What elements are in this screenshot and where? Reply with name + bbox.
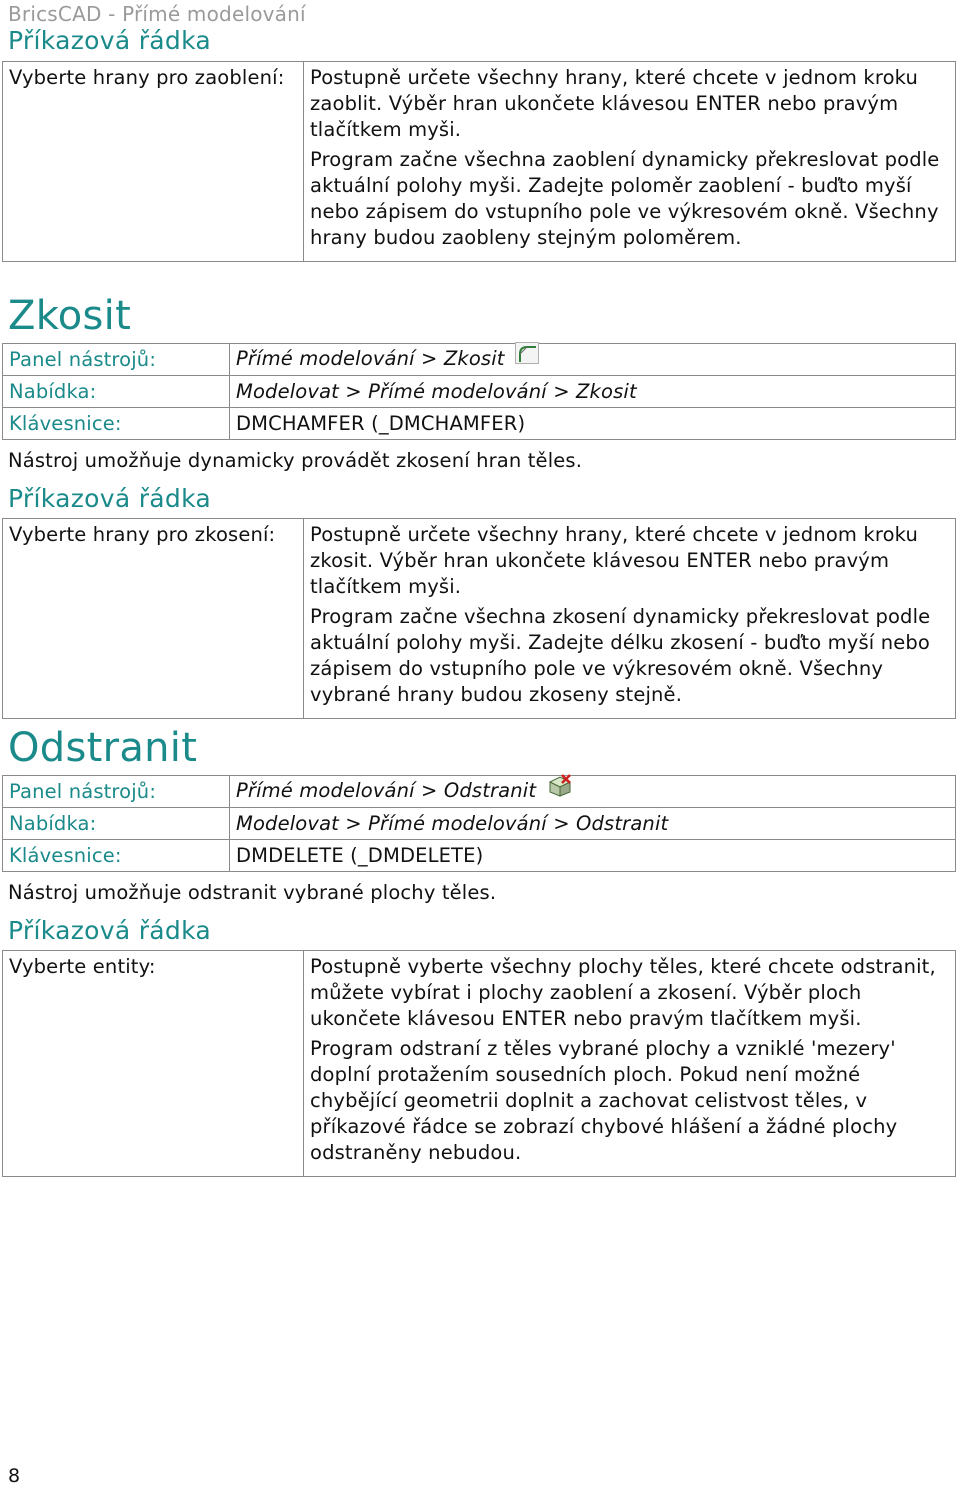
chamfer-description (304, 519, 956, 719)
chamfer-desc-1: Postupně určete všechny hrany, které chcete v jednom kroku zkosit. Výběr hran ukončete klávesou ENTER nebo pravým tlačítkem myši. (310, 523, 919, 598)
chamfer-cmdline-table (2, 518, 956, 719)
chamfer-cmdline-heading: Příkazová řádka (8, 484, 212, 513)
fillet-prompt: Vyberte hrany pro zaoblení: (3, 62, 304, 262)
delete-face-icon (547, 773, 573, 804)
chamfer-keyboard-command: DMCHAMFER (_DMCHAMFER) (230, 408, 956, 440)
fillet-desc-2: Program začne všechna zaoblení dynamicky překreslovat podle aktuální polohy myši. Zadejte poloměr zaoblení - buďto myší nebo zápisem do vstupního pole ve výkresovém okně. Všechny hrany budou zaobleny stejným poloměrem. (310, 148, 940, 249)
chamfer-menu-path: Modelovat > Přímé modelování > Zkosit (230, 376, 956, 408)
running-head: BricsCAD - Přímé modelování (8, 2, 306, 26)
delete-keyboard-label: Klávesnice: (3, 840, 230, 872)
chamfer-intro: Nástroj umožňuje dynamicky provádět zkosení hran těles. (8, 449, 583, 472)
table-row (3, 951, 956, 1177)
chamfer-section-title: Zkosit (8, 293, 132, 339)
fillet-cmdline-table (2, 61, 956, 262)
chamfer-keyboard-label: Klávesnice: (3, 408, 230, 440)
delete-toolbar-label: Panel nástrojů: (3, 776, 230, 808)
delete-toolbar-cell (230, 776, 956, 808)
delete-section-title: Odstranit (8, 725, 198, 771)
delete-info-table (2, 775, 956, 872)
chamfer-toolbar-path: Přímé modelování > Zkosit (236, 347, 505, 370)
chamfer-toolbar-label: Panel nástrojů: (3, 344, 230, 376)
chamfer-info-table (2, 343, 956, 440)
table-row (3, 344, 956, 376)
delete-keyboard-command: DMDELETE (_DMDELETE) (230, 840, 956, 872)
chamfer-menu-label: Nabídka: (3, 376, 230, 408)
delete-prompt: Vyberte entity: (3, 951, 304, 1177)
table-row (3, 62, 956, 262)
table-row (3, 519, 956, 719)
fillet-description (304, 62, 956, 262)
delete-cmdline-heading: Příkazová řádka (8, 916, 212, 945)
delete-menu-path: Modelovat > Přímé modelování > Odstranit (230, 808, 956, 840)
delete-menu-label: Nabídka: (3, 808, 230, 840)
table-row (3, 840, 956, 872)
chamfer-desc-2: Program začne všechna zkosení dynamicky překreslovat podle aktuální polohy myši. Zadejte délku zkosení - buďto myší nebo zápisem do vstupního pole ve výkresovém okně. Všechny vybrané hrany budou zkoseny stejně. (310, 605, 931, 706)
table-row (3, 376, 956, 408)
page-number: 8 (8, 1465, 21, 1487)
chamfer-icon (515, 342, 539, 371)
delete-cmdline-table (2, 950, 956, 1177)
chamfer-prompt: Vyberte hrany pro zkosení: (3, 519, 304, 719)
table-row (3, 408, 956, 440)
delete-toolbar-path: Přímé modelování > Odstranit (236, 779, 537, 802)
table-row (3, 776, 956, 808)
chamfer-toolbar-cell (230, 344, 956, 376)
delete-intro: Nástroj umožňuje odstranit vybrané plochy těles. (8, 881, 497, 904)
fillet-desc-1: Postupně určete všechny hrany, které chcete v jednom kroku zaoblit. Výběr hran ukončete klávesou ENTER nebo pravým tlačítkem myši. (310, 66, 919, 141)
table-row (3, 808, 956, 840)
delete-desc-1: Postupně vyberte všechny plochy těles, které chcete odstranit, můžete vybírat i plochy zaoblení a zkosení. Výběr ploch ukončete klávesou ENTER nebo pravým tlačítkem myši. (310, 955, 936, 1030)
fillet-cmdline-heading: Příkazová řádka (8, 26, 212, 55)
delete-description (304, 951, 956, 1177)
delete-desc-2: Program odstraní z těles vybrané plochy a vzniklé 'mezery' doplní protažením sousedních ploch. Pokud není možné chybějící geometrii doplnit a zachovat celistvost těles, v příkazové řádce se zobrazí chybové hlášení a žádné plochy odstraněny nebudou. (310, 1037, 898, 1164)
